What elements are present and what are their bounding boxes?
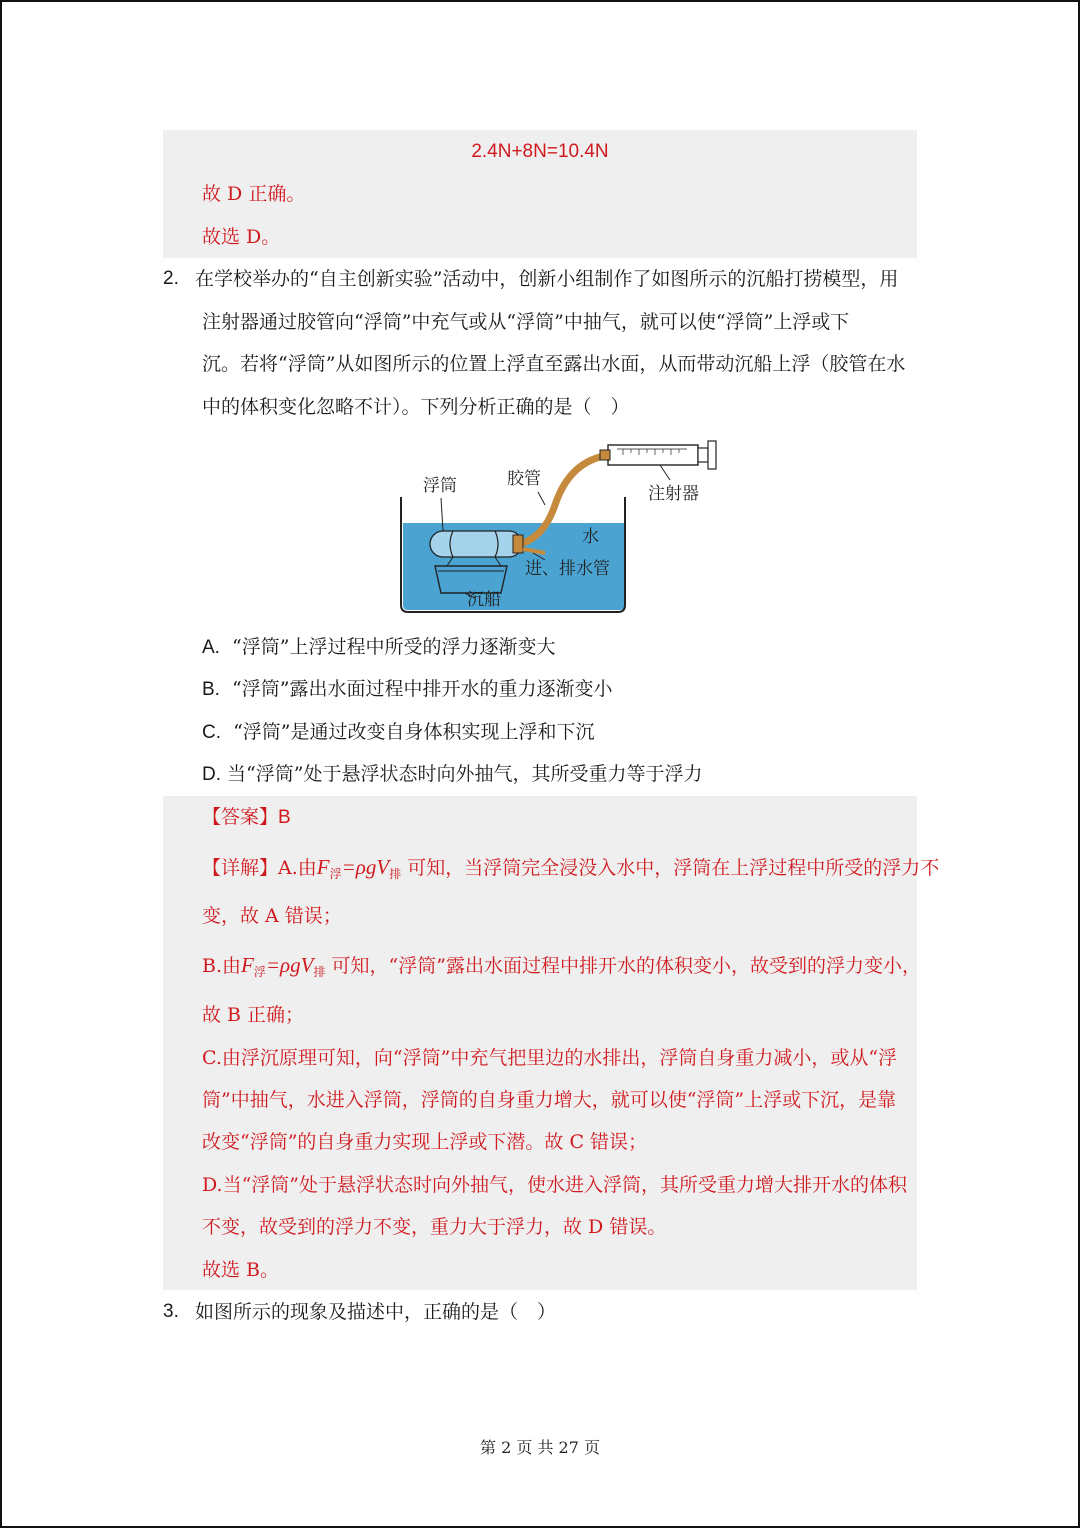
option-b-text: “浮筒”露出水面过程中排开水的重力逐渐变小 bbox=[232, 678, 613, 700]
detail-a-prefix: A.由 bbox=[278, 857, 317, 879]
option-c-key: C. bbox=[202, 722, 221, 743]
syringe-label: 注射器 bbox=[648, 484, 699, 504]
question-2-number: 2. bbox=[163, 268, 179, 289]
detail-c-line: C.由浮沉原理可知，向“浮筒”中充气把里边的水排出，浮筒自身重力减小，或从“浮 bbox=[202, 1047, 898, 1069]
detail-c-line: 改变“浮筒”的自身重力实现上浮或下潜。故 C 错误； bbox=[202, 1131, 648, 1153]
detail-a-line bbox=[202, 855, 939, 886]
question-2-stem-line: 注射器通过胶管向“浮筒”中充气或从“浮筒”中抽气，就可以使“浮筒”上浮或下 bbox=[202, 311, 850, 333]
question-3-stem: 如图所示的现象及描述中，正确的是（ ） bbox=[195, 1301, 557, 1323]
answer-label: 【答案】 bbox=[202, 806, 279, 828]
connector bbox=[513, 535, 523, 553]
detail-d-line: 不变，故受到的浮力不变，重力大于浮力，故 D 错误。 bbox=[202, 1216, 667, 1238]
option-d-text: 当“浮筒”处于悬浮状态时向外抽气，其所受重力等于浮力 bbox=[227, 763, 703, 785]
question-2-stem-line: 在学校举办的“自主创新实验”活动中，创新小组制作了如图所示的沉船打捞模型，用 bbox=[195, 268, 899, 290]
detail-c-line: 筒”中抽气，水进入浮筒，浮筒的自身重力增大，就可以使“浮筒”上浮或下沉，是靠 bbox=[202, 1089, 897, 1111]
detail-a-continuation: 变，故 A 错误； bbox=[202, 905, 342, 927]
detail-b-prefix: B.由 bbox=[202, 955, 242, 977]
formula-rho-g: =ρg bbox=[341, 855, 377, 879]
question-3-number: 3. bbox=[163, 1301, 179, 1322]
formula-V: V bbox=[376, 855, 390, 879]
formula-sub-float: 浮 bbox=[329, 867, 342, 881]
question-2-stem-line: 沉。若将“浮筒”从如图所示的位置上浮直至露出水面，从而带动沉船上浮（胶管在水 bbox=[202, 353, 906, 375]
formula-F: F bbox=[316, 855, 330, 879]
answer-value: B bbox=[278, 807, 291, 828]
formula-V: V bbox=[300, 953, 314, 977]
formula-sub-float: 浮 bbox=[253, 965, 266, 979]
option-d bbox=[202, 762, 702, 787]
formula-F: F bbox=[241, 953, 254, 977]
option-d-key: D. bbox=[202, 764, 221, 785]
detail-b-continuation: 故 B 正确； bbox=[202, 1004, 305, 1026]
formula-rho-g: =ρg bbox=[265, 953, 301, 977]
answer-choice: 故选 B。 bbox=[202, 1259, 280, 1281]
syringe bbox=[600, 441, 716, 469]
answer-line bbox=[202, 805, 291, 830]
option-a-text: “浮筒”上浮过程中所受的浮力逐渐变大 bbox=[232, 636, 556, 658]
detail-d-line: D.当“浮筒”处于悬浮状态时向外抽气，使水进入浮筒，其所受重力增大排开水的体积 bbox=[202, 1174, 908, 1196]
page-footer: 第 2 页 共 27 页 bbox=[480, 1438, 600, 1457]
pipe-label: 进、排水管 bbox=[525, 559, 610, 579]
option-c-text: “浮筒”是通过改变自身体积实现上浮和下沉 bbox=[233, 721, 595, 743]
detail-b-text: 可知，“浮筒”露出水面过程中排开水的体积变小，故受到的浮力变小， bbox=[331, 955, 921, 977]
option-c bbox=[202, 720, 595, 745]
question-2-stem-line: 中的体积变化忽略不计）。下列分析正确的是（ ） bbox=[202, 396, 630, 418]
option-a bbox=[202, 635, 555, 660]
option-a-key: A. bbox=[202, 637, 220, 658]
option-b bbox=[202, 677, 612, 702]
ship-label: 沉船 bbox=[467, 590, 501, 610]
formula-sub-displaced: 排 bbox=[313, 965, 326, 979]
hose-label: 胶管 bbox=[507, 469, 541, 489]
salvage-model-figure bbox=[395, 435, 730, 620]
formula-sub-displaced: 排 bbox=[389, 867, 402, 881]
float-tube bbox=[430, 531, 522, 557]
detail-label: 【详解】 bbox=[202, 857, 279, 879]
detail-b-line bbox=[202, 953, 921, 984]
option-b-key: B. bbox=[202, 679, 220, 700]
previous-choice: 故选 D。 bbox=[202, 226, 281, 248]
previous-conclusion: 故 D 正确。 bbox=[202, 183, 306, 205]
water-label: 水 bbox=[582, 527, 599, 547]
float-tube-label: 浮筒 bbox=[423, 476, 457, 496]
detail-a-text: 可知，当浮筒完全浸没入水中，浮筒在上浮过程中所受的浮力不 bbox=[407, 857, 940, 879]
previous-formula: 2.4N+8N=10.4N bbox=[471, 141, 609, 162]
